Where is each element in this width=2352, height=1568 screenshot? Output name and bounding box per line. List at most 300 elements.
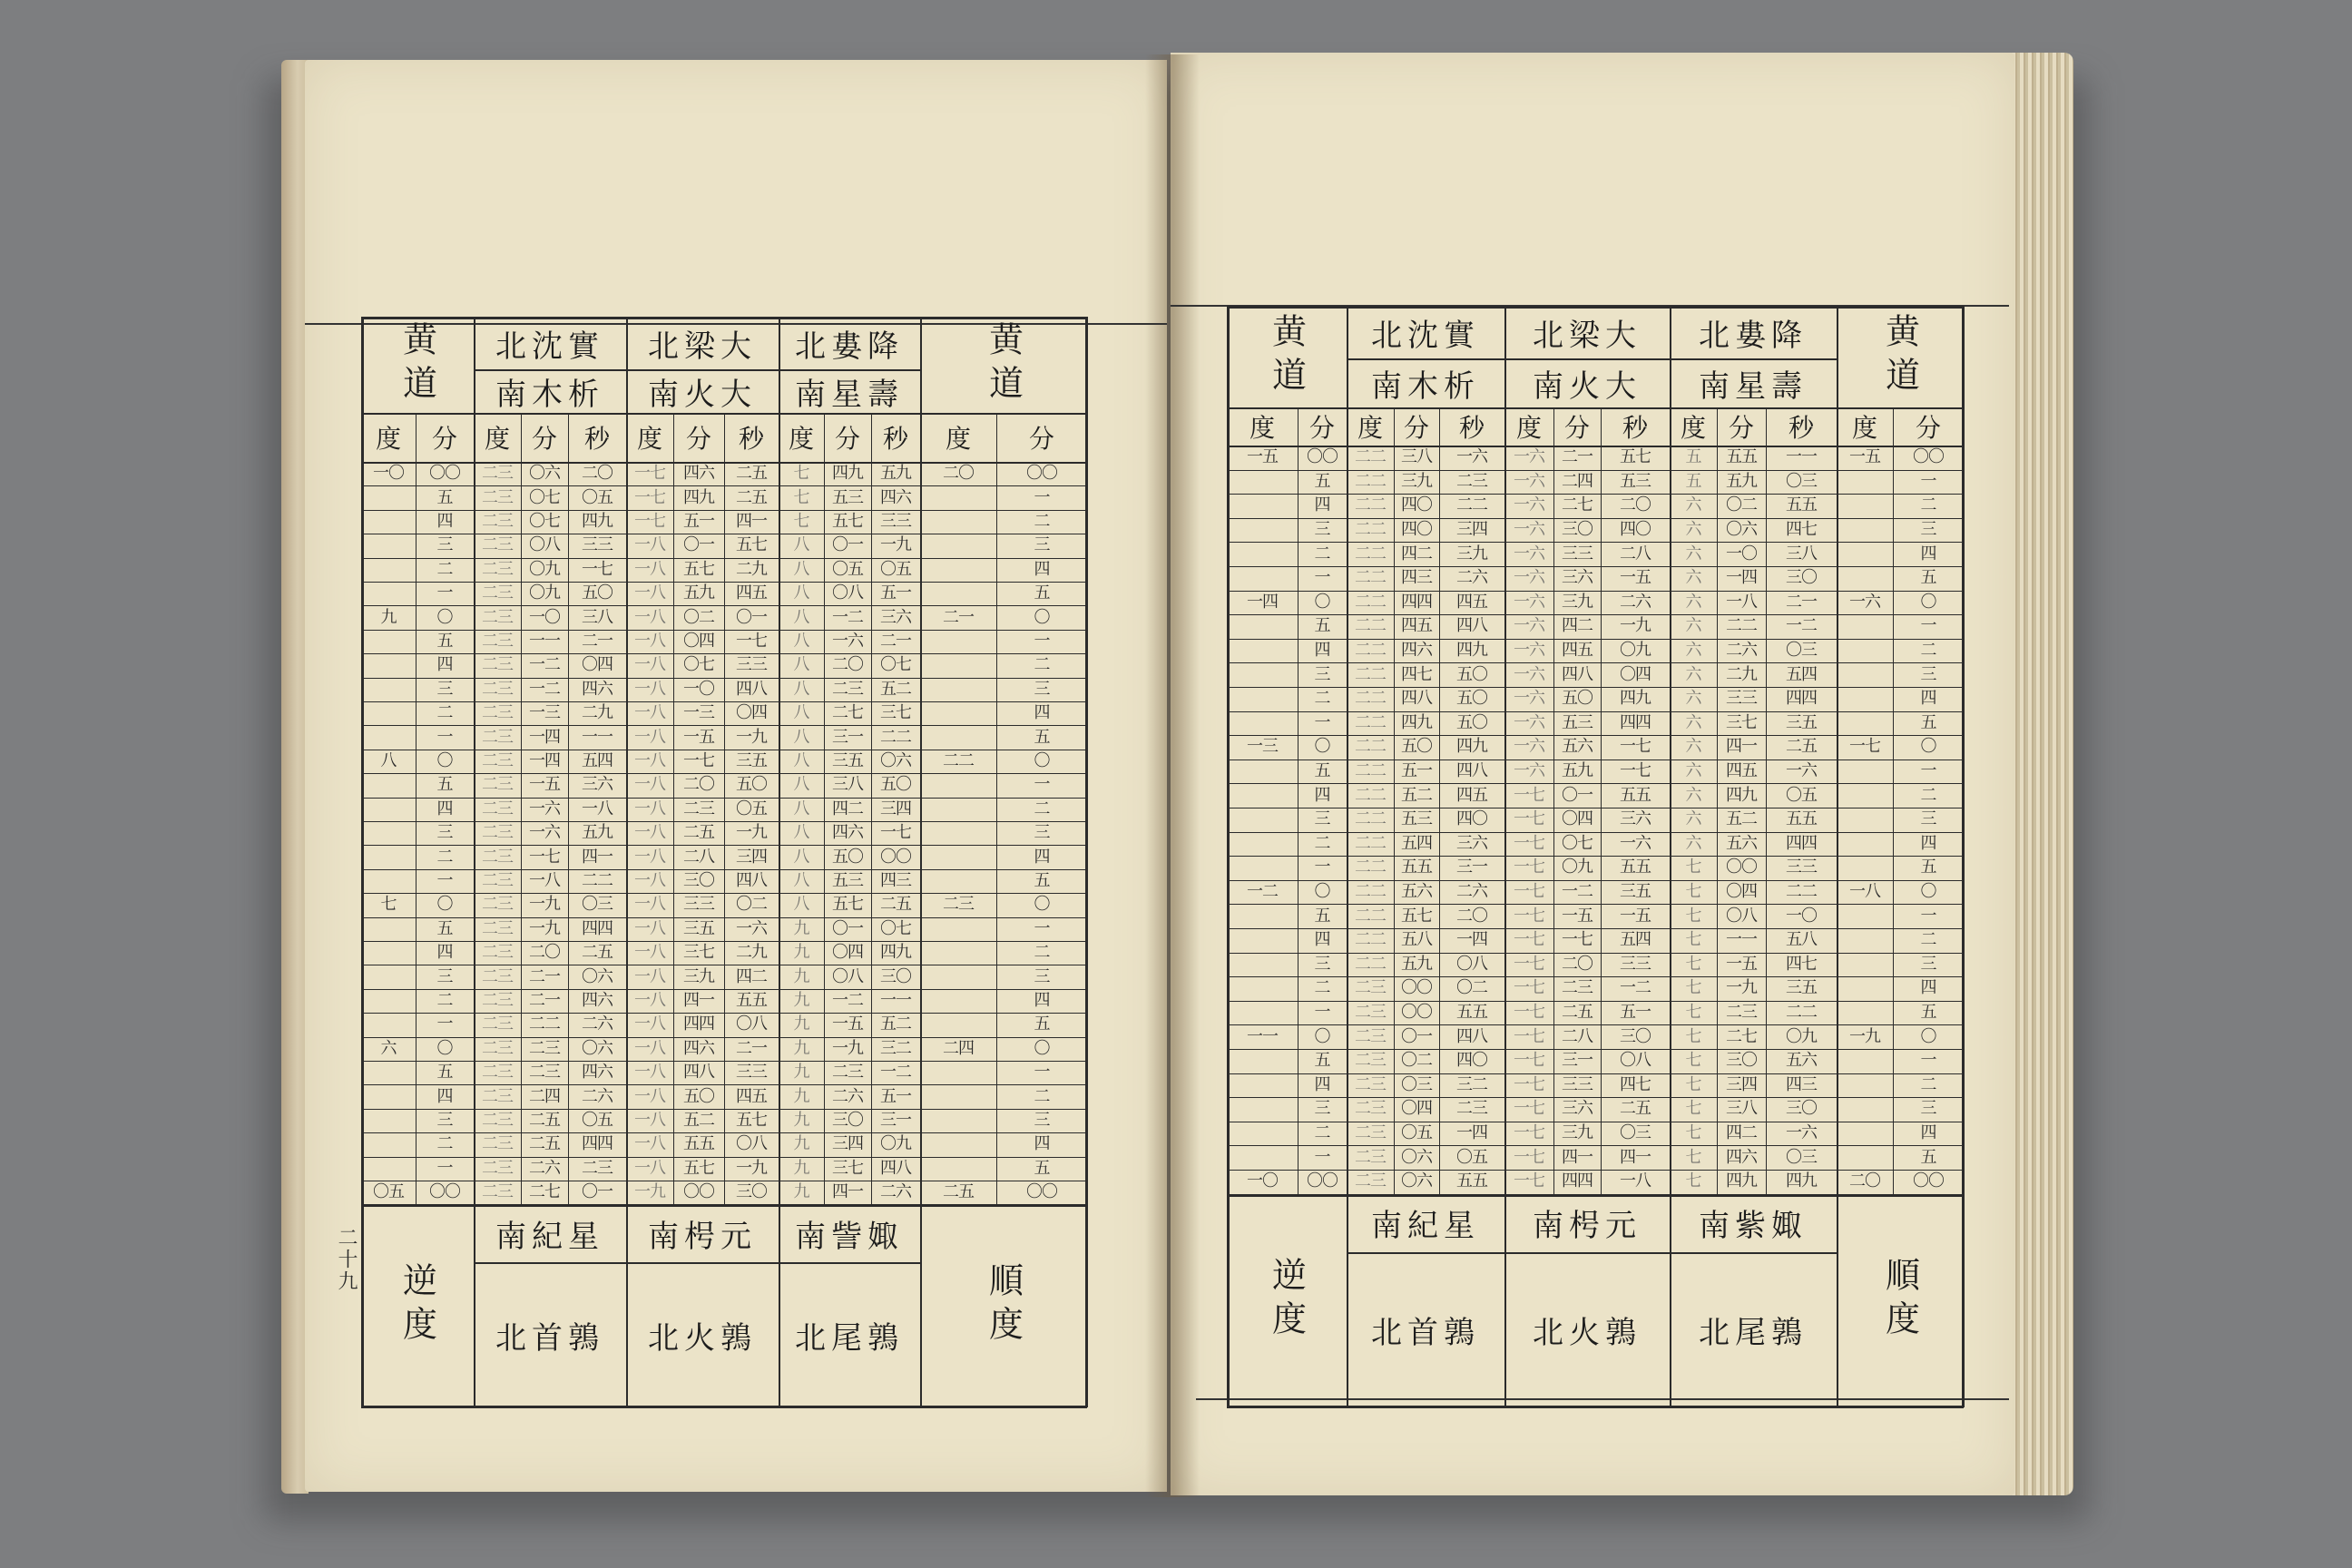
table-cell: 二〇 (529, 943, 560, 963)
table-cell: 四九 (1726, 785, 1757, 805)
table-cell: 〇三 (1401, 1074, 1432, 1094)
table-cell: 四六 (1726, 1147, 1757, 1167)
column-label: 秒 (583, 424, 610, 454)
footer-left-title: 逆度 (1266, 1257, 1307, 1345)
table-cell: 二二 (529, 1014, 560, 1034)
table-cell: 二二 (1786, 1003, 1817, 1023)
table-cell: 一七 (1514, 1123, 1544, 1143)
table-cell: 二五 (943, 1182, 974, 1202)
table-cell: 二二 (1355, 447, 1386, 467)
table-cell: 四 (436, 1086, 453, 1106)
table-cell: 一六 (1514, 664, 1544, 684)
table-cell: 五〇 (1456, 689, 1487, 709)
table-cell: 五九 (1726, 471, 1757, 491)
table-cell: 三〇 (832, 1110, 863, 1130)
table-cell: 四七 (1786, 520, 1817, 540)
row-rule (1227, 711, 1964, 712)
table-cell: 二〇 (683, 775, 714, 795)
table-cell: 〇 (1920, 882, 1936, 902)
table-cell: 一 (1920, 906, 1936, 926)
table-cell: 三三 (1620, 954, 1651, 974)
table-cell: 五 (1920, 1147, 1936, 1167)
table-cell: 二三 (832, 1063, 863, 1083)
table-cell: 二三 (1355, 1099, 1386, 1119)
table-cell: 〇一 (1562, 785, 1592, 805)
table-cell: 〇五 (736, 799, 767, 818)
table-cell: 一二 (1620, 978, 1651, 998)
table-cell: 一九 (880, 535, 911, 555)
table-cell: 五五 (683, 1134, 714, 1154)
footer-divider (779, 1262, 920, 1264)
minor-column-rule (824, 413, 825, 1204)
table-cell: 二三 (1355, 1026, 1386, 1046)
table-cell: 一一 (1247, 1026, 1278, 1046)
table-cell: 八 (793, 631, 809, 651)
table-cell: 四五 (1562, 641, 1592, 661)
table-cell: 五七 (736, 1110, 767, 1130)
table-cell: 一七 (1620, 761, 1651, 781)
table-cell: 一六 (1514, 568, 1544, 588)
table-cell: 一八 (529, 870, 560, 890)
table-cell: 一八 (634, 1063, 665, 1083)
table-cell: 一四 (1247, 592, 1278, 612)
table-cell: 三 (1920, 520, 1936, 540)
row-rule (1227, 591, 1964, 592)
table-cell: 二〇 (1562, 954, 1592, 974)
table-cell: 五二 (880, 679, 911, 699)
table-cell: 二二 (1355, 930, 1386, 950)
table-right-border (1085, 317, 1088, 1407)
table-cell: 二二 (880, 727, 911, 747)
table-cell: 一〇 (1247, 1171, 1278, 1191)
table-cell: 二三 (482, 823, 513, 843)
table-cell: 二六 (1726, 641, 1757, 661)
table-cell: 四八 (1562, 664, 1592, 684)
table-cell: 五〇 (1456, 712, 1487, 732)
table-cell: 〇〇 (1307, 447, 1338, 467)
table-cell: 〇〇 (1913, 1171, 1944, 1191)
table-cell: 四 (1920, 689, 1936, 709)
header-left-title: 黄道 (397, 321, 437, 408)
table-cell: 一六 (1849, 592, 1880, 612)
footer-divider (1670, 1252, 1837, 1254)
table-cell: 四四 (683, 1014, 714, 1034)
table-cell: 四一 (683, 990, 714, 1010)
table-cell: 三六 (1562, 1099, 1592, 1119)
table-cell: 一四 (529, 750, 560, 770)
column-label: 分 (1308, 413, 1335, 443)
table-cell: 二 (1920, 930, 1936, 950)
table-cell: 四一 (1726, 737, 1757, 757)
table-cell: 八 (793, 895, 809, 915)
table-cell: 四六 (880, 487, 911, 507)
header-divider (1670, 358, 1837, 360)
table-cell: 二二 (1355, 858, 1386, 877)
table-cell: 四二 (1401, 544, 1432, 564)
table-cell: 一一 (1786, 447, 1817, 467)
table-cell: 六 (1685, 592, 1701, 612)
table-cell: 三 (1034, 1110, 1050, 1130)
table-cell: 六 (1685, 761, 1701, 781)
table-cell: 〇 (436, 750, 453, 770)
table-cell: 五 (1034, 583, 1050, 603)
header-divider (626, 369, 779, 371)
table-cell: 三〇 (1562, 520, 1592, 540)
table-cell: 〇 (1034, 750, 1050, 770)
table-cell: 一七 (1514, 858, 1544, 877)
table-cell: 二二 (1355, 495, 1386, 515)
table-cell: 〇四 (1562, 809, 1592, 829)
table-cell: 一 (436, 1158, 453, 1178)
table-cell: 五〇 (1562, 689, 1592, 709)
table-cell: 五五 (736, 990, 767, 1010)
footer-divider (1504, 1252, 1670, 1254)
table-cell: 二四 (529, 1086, 560, 1106)
footer-right-title: 順度 (983, 1262, 1024, 1350)
table-cell: 四九 (1456, 641, 1487, 661)
table-cell: 三 (436, 823, 453, 843)
table-cell: 七 (1685, 978, 1701, 998)
table-cell: 一七 (634, 487, 665, 507)
table-cell: 一〇 (683, 679, 714, 699)
table-cell: 一八 (634, 1086, 665, 1106)
table-cell: 〇〇 (1913, 447, 1944, 467)
table-cell: 三 (436, 1110, 453, 1130)
footer-sub-1: 北首鶉 (1371, 1314, 1480, 1351)
table-cell: 一六 (1514, 520, 1544, 540)
table-cell: 三四 (832, 1134, 863, 1154)
table-cell: 三一 (1562, 1051, 1592, 1071)
table-cell: 〇二 (1456, 978, 1487, 998)
footer-group-3: 南紫娵 (1699, 1208, 1808, 1245)
table-cell: 一四 (1726, 568, 1757, 588)
table-cell: 四 (436, 799, 453, 818)
table-cell: 〇 (1034, 895, 1050, 915)
table-cell: 三 (1920, 664, 1936, 684)
table-cell: 二二 (1355, 882, 1386, 902)
table-cell: 五七 (832, 511, 863, 531)
column-label: 度 (788, 424, 814, 454)
table-cell: 一九 (1620, 616, 1651, 636)
table-cell: 一七 (1514, 906, 1544, 926)
table-cell: 二 (1314, 689, 1330, 709)
table-cell: 一八 (634, 583, 665, 603)
major-column-rule (1504, 306, 1506, 1407)
table-bottom-border (361, 1406, 1087, 1408)
table-cell: 三一 (832, 727, 863, 747)
table-cell: 五 (1314, 471, 1330, 491)
table-cell: 一八 (634, 631, 665, 651)
table-cell: 八 (793, 727, 809, 747)
table-cell: 二三 (482, 1014, 513, 1034)
table-cell: 四九 (683, 487, 714, 507)
table-cell: 〇九 (1562, 858, 1592, 877)
table-cell: 一八 (634, 655, 665, 675)
table-cell: 一九 (736, 1158, 767, 1178)
table-cell: 四九 (832, 464, 863, 484)
table-cell: 一八 (634, 607, 665, 627)
table-cell: 三〇 (880, 966, 911, 986)
table-cell: 二二 (1355, 712, 1386, 732)
table-cell: 四八 (683, 1063, 714, 1083)
table-cell: 七 (793, 487, 809, 507)
table-cell: 五五 (1620, 858, 1651, 877)
table-cell: 五 (1920, 712, 1936, 732)
table-cell: 三五 (1786, 978, 1817, 998)
table-cell: 五四 (1401, 833, 1432, 853)
table-cell: 五四 (1786, 664, 1817, 684)
table-cell: 五〇 (582, 583, 612, 603)
table-cell: 一 (1314, 1003, 1330, 1023)
table-cell: 〇八 (832, 966, 863, 986)
table-cell: 〇八 (736, 1134, 767, 1154)
table-cell: 〇四 (1726, 882, 1757, 902)
table-cell: 三 (1314, 1099, 1330, 1119)
table-cell: 二 (1314, 1123, 1330, 1143)
table-cell: 一七 (1514, 809, 1544, 829)
table-cell: 〇 (1920, 1026, 1936, 1046)
column-label: 分 (1403, 413, 1429, 443)
table-cell: 三 (1314, 664, 1330, 684)
header-left-title: 黄道 (1266, 313, 1307, 400)
table-cell: 三七 (683, 943, 714, 963)
table-cell: 二 (1920, 785, 1936, 805)
table-cell: 五五 (1401, 858, 1432, 877)
table-cell: 三五 (832, 750, 863, 770)
table-cell: 〇八 (1620, 1051, 1651, 1071)
table-cell: 八 (793, 607, 809, 627)
rows-top (1227, 446, 1964, 447)
table-cell: 〇一 (683, 535, 714, 555)
table-cell: 五四 (1620, 930, 1651, 950)
table-cell: 六 (380, 1038, 397, 1058)
table-cell: 一 (436, 870, 453, 890)
table-cell: 四四 (1786, 689, 1817, 709)
table-cell: 〇三 (1786, 1147, 1817, 1167)
table-cell: 二二 (1355, 616, 1386, 636)
table-cell: 二二 (1355, 809, 1386, 829)
table-cell: 一五 (1620, 568, 1651, 588)
table-cell: 三七 (880, 703, 911, 723)
table-cell: 三三 (1562, 544, 1592, 564)
table-cell: 五八 (1401, 930, 1432, 950)
table-cell: 二三 (529, 1063, 560, 1083)
table-cell: 五五 (1456, 1171, 1487, 1191)
table-cell: 一六 (1514, 761, 1544, 781)
table-cell: 四三 (1401, 568, 1432, 588)
table-cell: 九 (380, 607, 397, 627)
table-cell: 三八 (582, 607, 612, 627)
table-cell: 二六 (582, 1086, 612, 1106)
table-cell: 〇五 (1786, 785, 1817, 805)
table-cell: 四 (1314, 785, 1330, 805)
table-cell: 一 (1314, 712, 1330, 732)
table-cell: 二三 (1562, 978, 1592, 998)
table-cell: 〇 (1920, 592, 1936, 612)
major-column-rule (920, 317, 922, 1407)
table-cell: 二二 (1786, 882, 1817, 902)
table-cell: 一七 (880, 823, 911, 843)
table-cell: 二三 (482, 464, 513, 484)
table-cell: 〇五 (373, 1182, 404, 1202)
table-cell: 五三 (1562, 712, 1592, 732)
major-column-rule (779, 317, 780, 1407)
table-right-border (1962, 306, 1965, 1407)
footer-divider (1347, 1252, 1504, 1254)
table-cell: 七 (1685, 858, 1701, 877)
table-cell: 三三 (880, 511, 911, 531)
table-cell: 一六 (1514, 737, 1544, 757)
table-cell: 〇一 (832, 535, 863, 555)
table-cell: 九 (793, 1086, 809, 1106)
table-cell: 二 (1034, 799, 1050, 818)
table-cell: 三 (1314, 954, 1330, 974)
minor-column-rule (1601, 407, 1602, 1194)
row-rule (1227, 542, 1964, 543)
table-cell: 二 (1920, 641, 1936, 661)
major-column-rule (626, 317, 628, 1407)
table-cell: 〇 (1314, 737, 1330, 757)
table-cell: 四〇 (1456, 809, 1487, 829)
table-cell: 七 (1685, 882, 1701, 902)
table-cell: 三四 (1456, 520, 1487, 540)
table-cell: 四四 (582, 1134, 612, 1154)
footer-group-1: 南紀星 (495, 1218, 604, 1255)
table-cell: 五 (1314, 906, 1330, 926)
table-cell: 〇 (1920, 737, 1936, 757)
table-cell: 六 (1685, 520, 1701, 540)
column-label: 度 (1680, 413, 1706, 443)
table-cell: 一七 (1514, 1003, 1544, 1023)
table-cell: 一七 (1849, 737, 1880, 757)
table-cell: 一二 (1247, 882, 1278, 902)
table-cell: 一一 (529, 631, 560, 651)
major-column-rule (474, 317, 475, 1407)
table-cell: 〇五 (832, 559, 863, 579)
table-cell: 四 (1034, 847, 1050, 867)
table-cell: 一 (1034, 918, 1050, 938)
table-cell: 二 (1314, 978, 1330, 998)
table-cell: 一二 (529, 679, 560, 699)
table-cell: 三〇 (683, 870, 714, 890)
table-cell: 二三 (1355, 1147, 1386, 1167)
table-cell: 八 (793, 535, 809, 555)
row-rule (1227, 1097, 1964, 1098)
table-cell: 二 (1314, 833, 1330, 853)
table-top-border (1227, 306, 1964, 309)
table-cell: 二三 (482, 1038, 513, 1058)
table-cell: 〇二 (736, 895, 767, 915)
table-cell: 五三 (832, 870, 863, 890)
table-cell: 一八 (634, 775, 665, 795)
table-cell: 二三 (482, 966, 513, 986)
table-cell: 三 (1034, 966, 1050, 986)
table-cell: 二三 (1355, 1003, 1386, 1023)
footer-divider (626, 1262, 779, 1264)
table-cell: 四 (1034, 703, 1050, 723)
table-cell: 〇七 (529, 511, 560, 531)
column-label: 分 (1028, 424, 1054, 454)
table-cell: 二五 (736, 464, 767, 484)
table-cell: 三 (1920, 954, 1936, 974)
table-cell: 四九 (582, 511, 612, 531)
table-cell: 二八 (1562, 1026, 1592, 1046)
table-cell: 二二 (1355, 954, 1386, 974)
table-cell: 三 (1034, 823, 1050, 843)
major-column-rule (1347, 306, 1348, 1407)
table-cell: 九 (793, 966, 809, 986)
header-divider (779, 369, 920, 371)
table-cell: 〇五 (1456, 1147, 1487, 1167)
column-label: 分 (531, 424, 557, 454)
table-cell: 三 (1314, 809, 1330, 829)
table-cell: 三三 (736, 1063, 767, 1083)
row-rule (1227, 880, 1964, 881)
header-sub-1: 南木析 (495, 376, 604, 413)
table-cell: 一八 (634, 1158, 665, 1178)
column-label: 分 (1563, 413, 1590, 443)
table-left-border (1227, 306, 1230, 1407)
footer-group-3: 南訾娵 (795, 1218, 904, 1255)
header-group-3: 北婁降 (795, 328, 904, 365)
table-cell: 一二 (529, 655, 560, 675)
table-cell: 一 (436, 727, 453, 747)
table-cell: 二九 (582, 703, 612, 723)
table-cell: 〇六 (880, 750, 911, 770)
table-cell: 五 (1314, 761, 1330, 781)
table-cell: 九 (793, 1134, 809, 1154)
table-cell: 一九 (832, 1038, 863, 1058)
table-cell: 二三 (482, 535, 513, 555)
table-cell: 一八 (634, 559, 665, 579)
table-cell: 二一 (529, 990, 560, 1010)
row-rule (1227, 1073, 1964, 1074)
table-cell: 二 (436, 559, 453, 579)
table-cell: 〇八 (736, 1014, 767, 1034)
table-cell: 一八 (634, 1110, 665, 1130)
table-cell: 五〇 (683, 1086, 714, 1106)
footer-sub-1: 北首鶉 (495, 1319, 604, 1357)
row-rule (1227, 1049, 1964, 1050)
header-sub-2: 南火大 (648, 376, 757, 413)
table-cell: 五 (1920, 858, 1936, 877)
table-cell: 二一 (1562, 447, 1592, 467)
table-cell: 〇六 (1726, 520, 1757, 540)
header-right-title: 黄道 (1879, 313, 1920, 400)
table-cell: 二二 (1355, 906, 1386, 926)
table-cell: 四五 (736, 583, 767, 603)
table-cell: 一六 (736, 918, 767, 938)
table-cell: 二四 (943, 1038, 974, 1058)
table-cell: 二三 (482, 703, 513, 723)
table-cell: 一六 (1514, 544, 1544, 564)
column-label: 度 (1357, 413, 1383, 443)
table-cell: 七 (1685, 930, 1701, 950)
table-cell: 三六 (1562, 568, 1592, 588)
table-cell: 〇〇 (429, 1182, 460, 1202)
table-cell: 一七 (1514, 1026, 1544, 1046)
header-divider (1504, 358, 1670, 360)
table-cell: 〇五 (880, 559, 911, 579)
table-cell: 四 (1034, 990, 1050, 1010)
table-cell: 〇〇 (1026, 464, 1057, 484)
table-cell: 三一 (880, 1110, 911, 1130)
table-cell: 一五 (683, 727, 714, 747)
table-cell: 一八 (634, 679, 665, 699)
table-cell: 九 (793, 1038, 809, 1058)
table-cell: 四九 (1620, 689, 1651, 709)
table-cell: 七 (1685, 1123, 1701, 1143)
